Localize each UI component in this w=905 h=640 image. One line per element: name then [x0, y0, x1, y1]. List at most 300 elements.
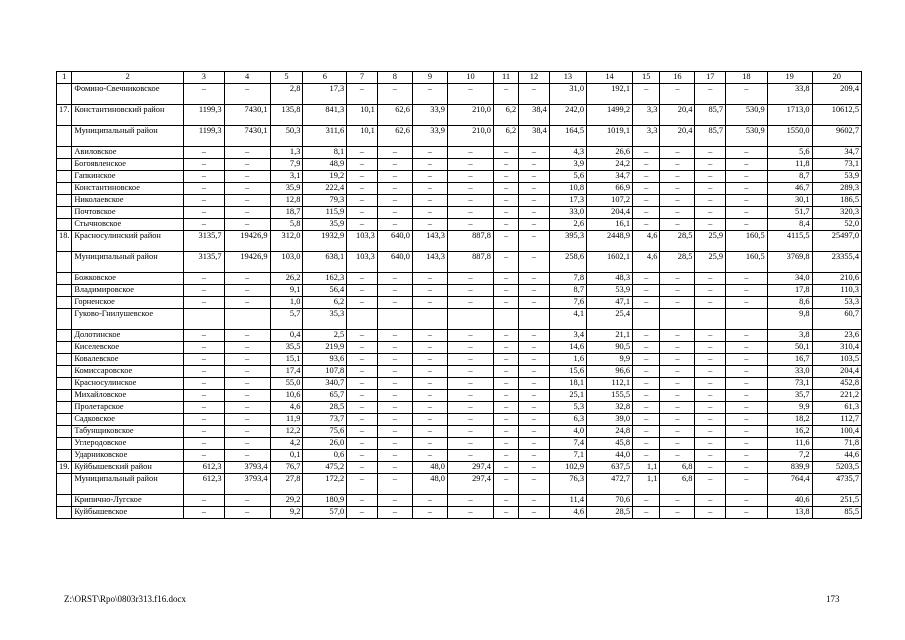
value-cell: –	[695, 285, 726, 297]
table-row	[57, 330, 862, 342]
value-cell: –	[224, 183, 270, 195]
value-cell: 210,0	[447, 126, 493, 147]
value-cell: 66,9	[587, 183, 633, 195]
table-row	[57, 414, 862, 426]
value-cell	[377, 309, 412, 330]
value-cell: –	[519, 495, 550, 507]
value-cell: –	[347, 495, 378, 507]
column-header: 14	[587, 72, 633, 84]
value-cell: 38,4	[519, 126, 550, 147]
value-cell: –	[695, 495, 726, 507]
value-cell: 33,9	[412, 105, 447, 126]
value-cell: 24,2	[587, 159, 633, 171]
value-cell: –	[493, 195, 518, 207]
value-cell: 20,4	[660, 105, 695, 126]
value-cell: –	[184, 390, 225, 402]
value-cell: –	[377, 171, 412, 183]
value-cell: 103,5	[812, 354, 861, 366]
value-cell: –	[377, 378, 412, 390]
value-cell: 2,8	[270, 84, 303, 105]
value-cell: 93,6	[303, 354, 347, 366]
value-cell: 297,4	[447, 462, 493, 474]
value-cell: –	[695, 390, 726, 402]
row-number-cell	[57, 219, 72, 231]
value-cell: –	[377, 147, 412, 159]
value-cell: –	[519, 84, 550, 105]
value-cell: –	[377, 402, 412, 414]
value-cell: –	[660, 378, 695, 390]
value-cell: 9,2	[270, 507, 303, 519]
value-cell: 28,5	[587, 507, 633, 519]
row-name-cell: Константиновский район	[72, 105, 184, 126]
value-cell: 8,1	[303, 147, 347, 159]
value-cell: 85,5	[812, 507, 861, 519]
value-cell	[660, 309, 695, 330]
value-cell: –	[726, 366, 768, 378]
value-cell: –	[726, 207, 768, 219]
value-cell: 1,6	[549, 354, 586, 366]
value-cell: –	[347, 297, 378, 309]
value-cell: –	[184, 354, 225, 366]
value-cell: 1,1	[633, 474, 660, 495]
table-row	[57, 159, 862, 171]
value-cell: –	[660, 219, 695, 231]
value-cell: –	[695, 438, 726, 450]
value-cell: 289,3	[812, 183, 861, 195]
value-cell: –	[519, 147, 550, 159]
value-cell: –	[633, 183, 660, 195]
value-cell: 3,1	[270, 171, 303, 183]
value-cell: –	[493, 342, 518, 354]
value-cell: –	[347, 159, 378, 171]
value-cell: –	[695, 462, 726, 474]
row-name-cell: Горненское	[72, 297, 184, 309]
value-cell: –	[184, 366, 225, 378]
value-cell: 4,6	[549, 507, 586, 519]
value-cell: 35,9	[303, 219, 347, 231]
value-cell: 6,2	[303, 297, 347, 309]
row-number-cell	[57, 378, 72, 390]
value-cell: –	[224, 507, 270, 519]
row-number-cell: 17.	[57, 105, 72, 126]
value-cell: –	[447, 342, 493, 354]
value-cell: 5203,5	[812, 462, 861, 474]
value-cell: 57,0	[303, 507, 347, 519]
value-cell: –	[224, 330, 270, 342]
value-cell: –	[695, 342, 726, 354]
value-cell: –	[447, 297, 493, 309]
value-cell: –	[726, 183, 768, 195]
column-header: 11	[493, 72, 518, 84]
value-cell: –	[660, 273, 695, 285]
footer-page-number: 173	[826, 594, 840, 604]
value-cell: –	[660, 84, 695, 105]
value-cell: –	[633, 285, 660, 297]
value-cell: –	[695, 207, 726, 219]
value-cell: 11,8	[767, 159, 812, 171]
table-row	[57, 309, 862, 330]
value-cell: –	[347, 402, 378, 414]
value-cell	[447, 309, 493, 330]
value-cell: –	[412, 414, 447, 426]
value-cell: –	[447, 402, 493, 414]
value-cell: –	[633, 450, 660, 462]
value-cell	[347, 309, 378, 330]
value-cell: –	[377, 414, 412, 426]
value-cell: 15,1	[270, 354, 303, 366]
value-cell: 48,0	[412, 462, 447, 474]
value-cell: –	[726, 402, 768, 414]
value-cell: 7,9	[270, 159, 303, 171]
value-cell: –	[493, 183, 518, 195]
value-cell: –	[519, 507, 550, 519]
value-cell: 33,9	[412, 126, 447, 147]
value-cell: 110,3	[812, 285, 861, 297]
row-name-cell: Пролетарское	[72, 402, 184, 414]
value-cell	[633, 309, 660, 330]
value-cell: –	[493, 273, 518, 285]
value-cell: –	[412, 195, 447, 207]
value-cell: 8,7	[767, 171, 812, 183]
table-row	[57, 231, 862, 252]
value-cell: 4,3	[549, 147, 586, 159]
value-cell: 5,6	[767, 147, 812, 159]
value-cell: –	[695, 273, 726, 285]
value-cell: 8,4	[767, 219, 812, 231]
value-cell: 3769,8	[767, 252, 812, 273]
column-header: 13	[549, 72, 586, 84]
value-cell: 17,8	[767, 285, 812, 297]
value-cell: –	[726, 354, 768, 366]
value-cell: 35,7	[767, 390, 812, 402]
row-name-cell: Фомино-Свечниковское	[72, 84, 184, 105]
value-cell: 841,3	[303, 105, 347, 126]
value-cell: 90,5	[587, 342, 633, 354]
value-cell: –	[184, 285, 225, 297]
value-cell: –	[660, 450, 695, 462]
value-cell: –	[726, 450, 768, 462]
value-cell	[519, 309, 550, 330]
value-cell: –	[633, 507, 660, 519]
row-number-cell	[57, 147, 72, 159]
value-cell: 115,9	[303, 207, 347, 219]
value-cell	[412, 309, 447, 330]
value-cell: 1499,2	[587, 105, 633, 126]
value-cell: 258,6	[549, 252, 586, 273]
value-cell: –	[347, 84, 378, 105]
value-cell: 25,9	[695, 252, 726, 273]
value-cell: –	[224, 219, 270, 231]
column-header: 3	[184, 72, 225, 84]
value-cell: –	[377, 426, 412, 438]
value-cell: 33,0	[767, 366, 812, 378]
value-cell: 475,2	[303, 462, 347, 474]
row-name-cell: Куйбышевское	[72, 507, 184, 519]
value-cell: –	[347, 462, 378, 474]
row-name-cell: Ковалевское	[72, 354, 184, 366]
value-cell: 221,2	[812, 390, 861, 402]
value-cell: –	[224, 342, 270, 354]
value-cell: 76,3	[549, 474, 586, 495]
value-cell: 0,4	[270, 330, 303, 342]
value-cell: –	[633, 426, 660, 438]
row-name-cell: Табунщиковское	[72, 426, 184, 438]
value-cell: –	[519, 273, 550, 285]
value-cell: –	[447, 171, 493, 183]
value-cell: 472,7	[587, 474, 633, 495]
value-cell: –	[347, 342, 378, 354]
value-cell: –	[493, 354, 518, 366]
value-cell: 4,6	[633, 231, 660, 252]
value-cell: –	[377, 207, 412, 219]
column-header: 5	[270, 72, 303, 84]
value-cell: 34,7	[812, 147, 861, 159]
value-cell: –	[660, 495, 695, 507]
value-cell: 0,6	[303, 450, 347, 462]
value-cell: –	[493, 297, 518, 309]
value-cell: –	[412, 207, 447, 219]
column-header: 18	[726, 72, 768, 84]
value-cell: 162,3	[303, 273, 347, 285]
value-cell: –	[224, 84, 270, 105]
table-row	[57, 450, 862, 462]
value-cell: 28,5	[660, 231, 695, 252]
value-cell: –	[224, 273, 270, 285]
value-cell: 31,0	[549, 84, 586, 105]
value-cell: 13,8	[767, 507, 812, 519]
value-cell: 5,6	[549, 171, 586, 183]
table-row	[57, 147, 862, 159]
row-number-cell	[57, 438, 72, 450]
value-cell: 4115,5	[767, 231, 812, 252]
column-header: 7	[347, 72, 378, 84]
value-cell: 160,5	[726, 252, 768, 273]
value-cell: –	[412, 159, 447, 171]
value-cell: 103,3	[347, 252, 378, 273]
value-cell: 7430,1	[224, 105, 270, 126]
value-cell: –	[412, 366, 447, 378]
value-cell: –	[347, 207, 378, 219]
value-cell: –	[224, 171, 270, 183]
value-cell: –	[184, 171, 225, 183]
value-cell: 73,1	[812, 159, 861, 171]
value-cell: –	[493, 402, 518, 414]
value-cell: 46,7	[767, 183, 812, 195]
value-cell: 26,2	[270, 273, 303, 285]
value-cell: –	[660, 366, 695, 378]
value-cell: 9,9	[767, 402, 812, 414]
value-cell: –	[695, 219, 726, 231]
value-cell: –	[184, 273, 225, 285]
value-cell: –	[695, 507, 726, 519]
value-cell: –	[184, 438, 225, 450]
value-cell: 1,0	[270, 297, 303, 309]
value-cell: –	[347, 474, 378, 495]
value-cell: 2,5	[303, 330, 347, 342]
value-cell: 33,0	[549, 207, 586, 219]
value-cell: 155,5	[587, 390, 633, 402]
value-cell: 45,8	[587, 438, 633, 450]
value-cell: 107,2	[587, 195, 633, 207]
row-name-cell: Ударниковское	[72, 450, 184, 462]
value-cell: –	[519, 195, 550, 207]
value-cell: 34,7	[587, 171, 633, 183]
row-number-cell	[57, 195, 72, 207]
value-cell: 297,4	[447, 474, 493, 495]
row-number-cell	[57, 285, 72, 297]
value-cell: –	[377, 159, 412, 171]
row-name-cell: Николаевское	[72, 195, 184, 207]
value-cell: –	[633, 273, 660, 285]
value-cell: –	[184, 378, 225, 390]
row-number-cell	[57, 495, 72, 507]
row-name-cell: Муниципальный район	[72, 126, 184, 147]
value-cell: 18,1	[549, 378, 586, 390]
value-cell: 23,6	[812, 330, 861, 342]
value-cell: 8,7	[549, 285, 586, 297]
value-cell	[224, 309, 270, 330]
value-cell: 103,0	[270, 252, 303, 273]
value-cell: –	[726, 219, 768, 231]
value-cell: 16,2	[767, 426, 812, 438]
value-cell: –	[493, 219, 518, 231]
row-number-cell	[57, 84, 72, 105]
value-cell: 48,3	[587, 273, 633, 285]
value-cell: –	[377, 354, 412, 366]
value-cell: –	[447, 378, 493, 390]
value-cell: –	[347, 366, 378, 378]
value-cell: –	[519, 462, 550, 474]
value-cell: 10,1	[347, 126, 378, 147]
value-cell: –	[660, 207, 695, 219]
value-cell: –	[447, 507, 493, 519]
value-cell: 3,4	[549, 330, 586, 342]
row-number-cell	[57, 366, 72, 378]
value-cell: –	[377, 450, 412, 462]
value-cell: 9,9	[587, 354, 633, 366]
value-cell: –	[447, 147, 493, 159]
value-cell: 38,4	[519, 105, 550, 126]
value-cell: 1,3	[270, 147, 303, 159]
value-cell: –	[377, 297, 412, 309]
value-cell: –	[726, 390, 768, 402]
table-row	[57, 366, 862, 378]
value-cell: –	[633, 378, 660, 390]
value-cell: –	[447, 159, 493, 171]
table-row	[57, 219, 862, 231]
value-cell: –	[660, 402, 695, 414]
value-cell: –	[519, 252, 550, 273]
value-cell: –	[633, 219, 660, 231]
value-cell: 210,6	[812, 273, 861, 285]
value-cell: –	[519, 426, 550, 438]
row-number-cell	[57, 402, 72, 414]
row-name-cell: Гуково-Гнилушевское	[72, 309, 184, 330]
value-cell: –	[726, 414, 768, 426]
value-cell: –	[493, 390, 518, 402]
value-cell: 33,8	[767, 84, 812, 105]
column-header: 17	[695, 72, 726, 84]
value-cell: 18,7	[270, 207, 303, 219]
value-cell: 11,6	[767, 438, 812, 450]
value-cell: 18,2	[767, 414, 812, 426]
value-cell: –	[633, 438, 660, 450]
value-cell: –	[377, 438, 412, 450]
value-cell: –	[347, 354, 378, 366]
value-cell: –	[184, 195, 225, 207]
value-cell: –	[412, 273, 447, 285]
value-cell: –	[726, 84, 768, 105]
value-cell: –	[660, 183, 695, 195]
value-cell: 530,9	[726, 126, 768, 147]
value-cell: 53,9	[812, 171, 861, 183]
row-number-cell	[57, 330, 72, 342]
value-cell: –	[377, 330, 412, 342]
row-name-cell: Почтовское	[72, 207, 184, 219]
value-cell: –	[412, 438, 447, 450]
value-cell: –	[184, 414, 225, 426]
column-header: 15	[633, 72, 660, 84]
value-cell: –	[447, 366, 493, 378]
value-cell: 20,4	[660, 126, 695, 147]
value-cell: 29,2	[270, 495, 303, 507]
value-cell: 50,1	[767, 342, 812, 354]
value-cell: 48,0	[412, 474, 447, 495]
column-header: 9	[412, 72, 447, 84]
row-name-cell: Красносулинский район	[72, 231, 184, 252]
row-name-cell: Крипично-Лугское	[72, 495, 184, 507]
value-cell: 35,3	[303, 309, 347, 330]
value-cell: 3,9	[549, 159, 586, 171]
value-cell: 204,4	[812, 366, 861, 378]
value-cell: –	[519, 414, 550, 426]
value-cell: –	[633, 330, 660, 342]
value-cell: 100,4	[812, 426, 861, 438]
value-cell: –	[695, 147, 726, 159]
value-cell: –	[412, 183, 447, 195]
value-cell: –	[412, 171, 447, 183]
value-cell: 8,6	[767, 297, 812, 309]
value-cell: –	[660, 297, 695, 309]
row-number-cell	[57, 450, 72, 462]
value-cell: 62,6	[377, 105, 412, 126]
value-cell: –	[447, 390, 493, 402]
value-cell: 35,9	[270, 183, 303, 195]
value-cell: 637,5	[587, 462, 633, 474]
value-cell: 52,0	[812, 219, 861, 231]
value-cell: 11,9	[270, 414, 303, 426]
value-cell: –	[347, 378, 378, 390]
value-cell: –	[633, 171, 660, 183]
value-cell: 6,8	[660, 462, 695, 474]
value-cell: 135,8	[270, 105, 303, 126]
value-cell: 3793,4	[224, 474, 270, 495]
table-row	[57, 207, 862, 219]
value-cell: 79,3	[303, 195, 347, 207]
value-cell: 30,1	[767, 195, 812, 207]
value-cell: 25,4	[587, 309, 633, 330]
value-cell: –	[519, 297, 550, 309]
value-cell: 1,1	[633, 462, 660, 474]
value-cell: 48,9	[303, 159, 347, 171]
row-number-cell	[57, 426, 72, 438]
value-cell: –	[493, 462, 518, 474]
value-cell: 65,7	[303, 390, 347, 402]
value-cell: –	[633, 366, 660, 378]
value-cell: –	[695, 159, 726, 171]
value-cell: 5,8	[270, 219, 303, 231]
value-cell: –	[377, 495, 412, 507]
